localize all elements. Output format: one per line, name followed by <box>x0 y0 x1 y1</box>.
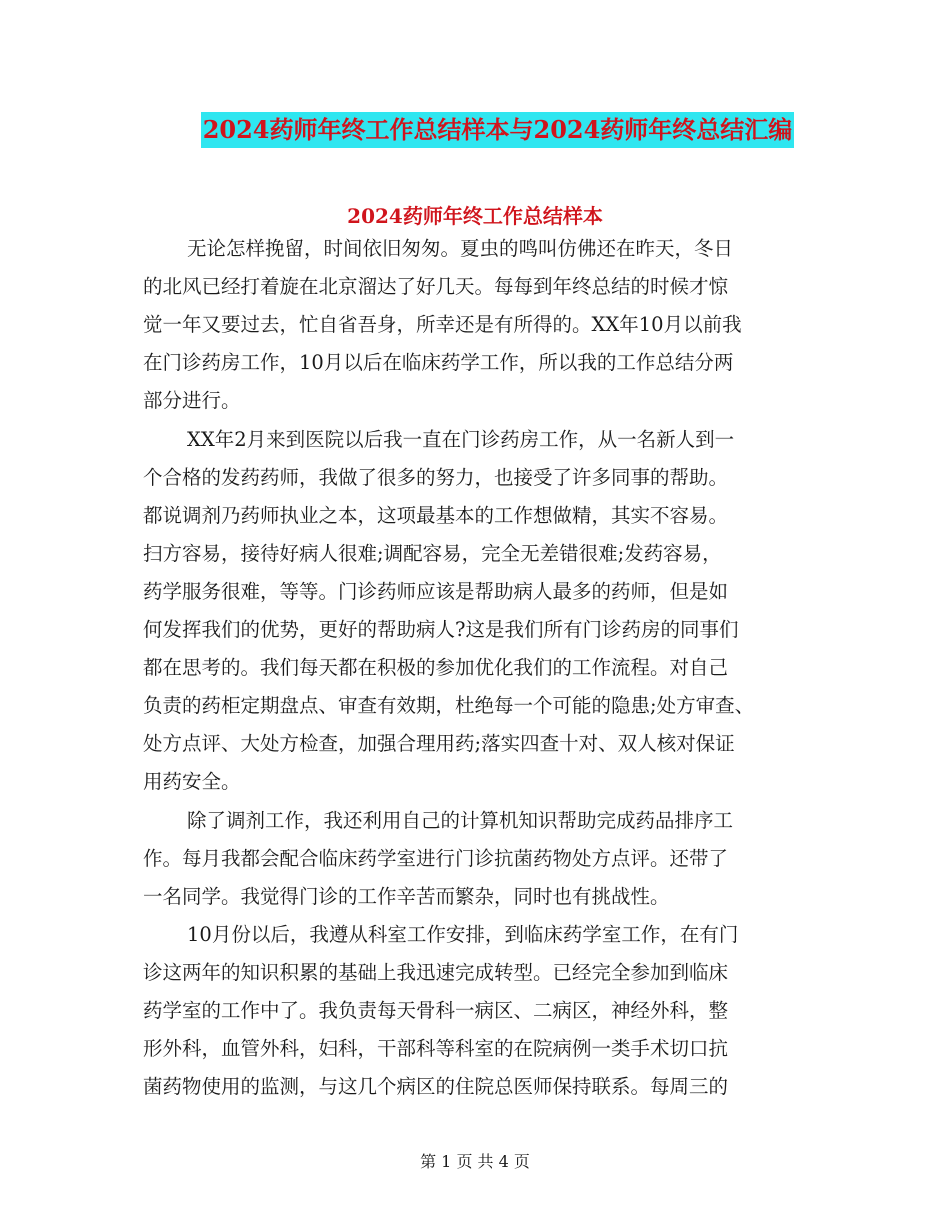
paragraph-line: 无论怎样挽留，时间依旧匆匆。夏虫的鸣叫仿佛还在昨天，冬日 <box>187 237 734 260</box>
paragraph-line: 何发挥我们的优势，更好的帮助病人?这是我们所有门诊药房的同事们 <box>143 617 739 641</box>
paragraph <box>143 802 733 916</box>
paragraph-line: 药学服务很难，等等。门诊药师应该是帮助病人最多的药师，但是如 <box>143 579 729 603</box>
paragraph-line: 作。每月我都会配合临床药学室进行门诊抗菌药物处方点评。还带了 <box>143 846 729 870</box>
paragraph-line: 药学室的工作中了。我负责每天骨科一病区、二病区，神经外科，整 <box>143 998 729 1022</box>
document-title-wrap <box>0 112 950 148</box>
paragraph-line: 菌药物使用的监测，与这几个病区的住院总医师保持联系。每周三的 <box>143 1075 729 1099</box>
paragraph-line: XX年2月来到医院以后我一直在门诊药房工作，从一名新人到一 <box>187 427 735 451</box>
paragraph-line: 都说调剂乃药师执业之本，这项最基本的工作想做精，其实不容易。 <box>143 503 729 527</box>
paragraph <box>143 230 742 420</box>
paragraph-line: 的北风已经打着旋在北京溜达了好几天。每每到年终总结的时候才惊 <box>143 275 729 299</box>
paragraph-line: 用药安全。 <box>143 770 241 794</box>
paragraph-line: 除了调剂工作，我还利用自己的计算机知识帮助完成药品排序工 <box>187 808 734 832</box>
section-title: 2024药师年终工作总结样本 <box>347 204 603 228</box>
paragraph <box>143 916 738 1106</box>
paragraph-line: 个合格的发药药师，我做了很多的努力，也接受了许多同事的帮助。 <box>143 465 729 489</box>
paragraph-line: 负责的药柜定期盘点、审查有效期，杜绝每一个可能的隐患;处方审查、 <box>143 694 755 718</box>
paragraph-line: 形外科，血管外科，妇科，干部科等科室的在院病例一类手术切口抗 <box>143 1037 729 1061</box>
page-footer: 第 1 页 共 4 页 <box>420 1152 530 1171</box>
paragraph <box>143 421 754 802</box>
document-title: 2024药师年终工作总结样本与2024药师年终总结汇编 <box>201 112 795 148</box>
paragraph-line: 都在思考的。我们每天都在积极的参加优化我们的工作流程。对自己 <box>143 656 729 680</box>
paragraph-line: 觉一年又要过去，忙自省吾身，所幸还是有所得的。XX年10月以前我 <box>143 313 742 337</box>
paragraph-line: 在门诊药房工作，10月以后在临床药学工作，所以我的工作总结分两 <box>143 351 734 375</box>
paragraph-line: 10月份以后，我遵从科室工作安排，到临床药学室工作，在有门 <box>187 922 739 946</box>
paragraph-line: 诊这两年的知识积累的基础上我迅速完成转型。已经完全参加到临床 <box>143 960 729 984</box>
paragraph-line: 处方点评、大处方检查，加强合理用药;落实四查十对、双人核对保证 <box>143 732 735 756</box>
paragraph-line: 一名同学。我觉得门诊的工作辛苦而繁杂，同时也有挑战性。 <box>143 884 670 908</box>
paragraph-line: 部分进行。 <box>143 389 241 413</box>
paragraph-line: 扫方容易，接待好病人很难;调配容易，完全无差错很难;发药容易， <box>143 541 722 565</box>
